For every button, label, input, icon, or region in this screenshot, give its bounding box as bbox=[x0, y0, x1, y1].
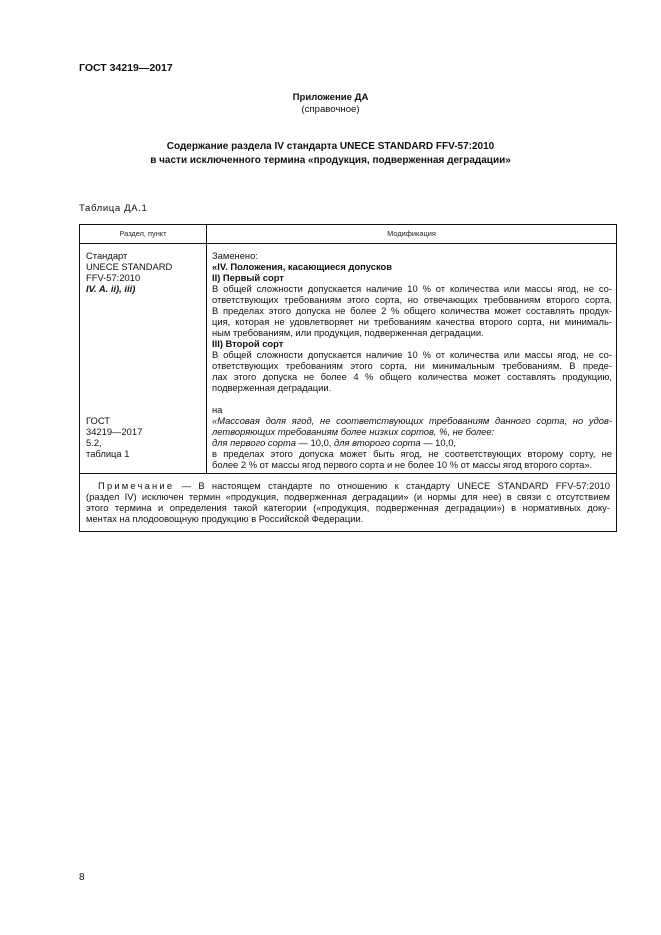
table-caption: Таблица ДА.1 bbox=[79, 203, 148, 214]
row2-col1-line: таблица 1 bbox=[86, 448, 130, 459]
modification-table bbox=[79, 224, 617, 532]
grade-limits-line bbox=[212, 437, 612, 448]
note-line: (раздел IV) исключен термин «продукция, подверженная деградации» (и нормы для нее) в связи с отсутствием bbox=[86, 491, 610, 502]
note-line: этого термина и определения такой категории («продукция, подверженная деградации») в нормативных доку- bbox=[86, 502, 610, 513]
row2-section-ref bbox=[86, 415, 204, 459]
second-grade-heading: III) Второй сорт bbox=[212, 338, 284, 349]
column-header-modification: Модификация bbox=[387, 229, 436, 238]
document-code: ГОСТ 34219—2017 bbox=[79, 62, 173, 74]
row1-col1-line: Стандарт bbox=[86, 250, 128, 261]
mass-share-text-line: летворяющих требованиям более низких сортов, %, не более: bbox=[212, 426, 495, 437]
row1-col1-line: UNECE STANDARD bbox=[86, 261, 173, 272]
row2-col1-line: 5.2, bbox=[86, 437, 102, 448]
row1-col1-clause: IV. A. ii), iii) bbox=[86, 283, 136, 294]
second-grade-label: для второго сорта bbox=[334, 437, 421, 448]
provisions-heading: «IV. Положения, касающиеся допусков bbox=[212, 261, 393, 272]
note-divider bbox=[80, 473, 616, 474]
tolerance-text-line: более 2 % от массы ягод первого сорта и не более 10 % от массы ягод второго сорта». bbox=[212, 459, 593, 470]
first-grade-text-line: ответствующих требованиям этого сорта, но отвечающих требованиям второго сорта. bbox=[212, 294, 612, 305]
mass-share-text-line: «Массовая доля ягод, не соответствующих требованиям данного сорта, но удов- bbox=[212, 415, 612, 426]
table-header-row bbox=[80, 225, 616, 244]
replaced-label: Заменено: bbox=[212, 250, 258, 261]
first-grade-text-line: В пределах этого допуска не более 2 % общего количества может составлять продук- bbox=[212, 305, 612, 316]
first-grade-text-line: В общей сложности допускается наличие 10 % от количества или массы ягод, не со- bbox=[212, 283, 612, 294]
appendix-subtitle: (справочное) bbox=[301, 104, 360, 115]
second-grade-text-line: В общей сложности допускается наличие 10 % от количества или массы ягод, не со- bbox=[212, 349, 612, 360]
note-line bbox=[86, 480, 610, 491]
first-grade-value: — 10,0, bbox=[295, 437, 334, 448]
table-note bbox=[86, 480, 610, 524]
section-title-line-1: Содержание раздела IV стандарта UNECE STANDARD FFV-57:2010 bbox=[166, 141, 495, 152]
row1-col1-line: FFV-57:2010 bbox=[86, 272, 141, 283]
second-grade-value: — 10,0, bbox=[420, 437, 457, 448]
first-grade-heading: II) Первый сорт bbox=[212, 272, 284, 283]
note-label: Примечание bbox=[98, 480, 175, 491]
second-grade-text-line: лах этого допуска не более 4 % общего количества может составлять продукцию, bbox=[212, 371, 612, 382]
column-header-section: Раздел, пункт bbox=[119, 229, 167, 238]
note-text: — В настоящем стандарте по отношению к стандарту UNECE STANDARD FFV-57:2010 bbox=[174, 480, 610, 491]
row1-section-ref bbox=[86, 250, 204, 294]
first-grade-text-line: ция, которая не удовлетворяет ни требованиям качества второго сорта, ни минималь- bbox=[212, 316, 612, 327]
second-grade-text-line: подверженная деградации. bbox=[212, 382, 332, 393]
row2-col1-line: 34219—2017 bbox=[86, 426, 143, 437]
tolerance-text-line: в пределах этого допуска может быть ягод, не соответствующих второму сорту, не bbox=[212, 448, 612, 459]
row2-col1-line: ГОСТ bbox=[86, 415, 111, 426]
first-grade-text-line: ным требованиям, или продукция, подверженная деградации. bbox=[212, 327, 484, 338]
section-title-line-2: в части исключенного термина «продукция, подверженная деградации» bbox=[150, 155, 511, 166]
second-grade-text-line: ответствующих требованиям этого сорта, ни минимальным требованиям. В преде- bbox=[212, 360, 612, 371]
row1-modification bbox=[212, 250, 612, 393]
appendix-title: Приложение ДА bbox=[292, 92, 369, 103]
row2-modification bbox=[212, 404, 612, 470]
page-number: 8 bbox=[79, 872, 85, 883]
column-divider bbox=[206, 225, 207, 473]
first-grade-label: для первого сорта bbox=[212, 437, 296, 448]
note-line: ментах на плодоовощную продукцию в Российской Федерации. bbox=[86, 513, 364, 524]
on-label: на bbox=[212, 404, 223, 415]
